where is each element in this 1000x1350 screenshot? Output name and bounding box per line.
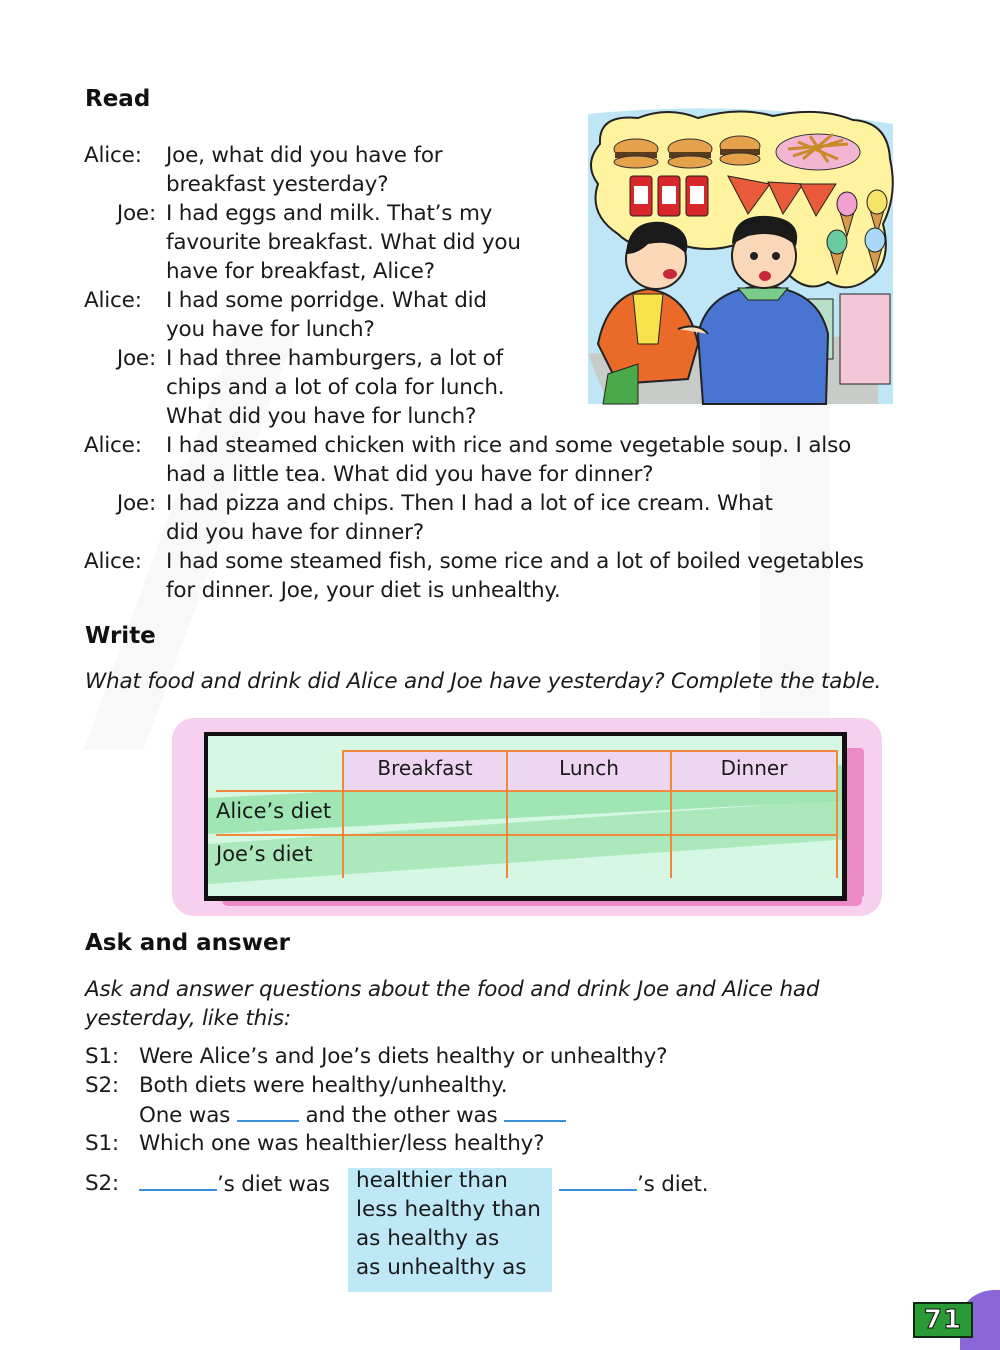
cell-alice-breakfast[interactable] xyxy=(344,792,506,834)
s1-question: Which one was healthier/less healthy? xyxy=(139,1131,545,1156)
diet-table xyxy=(172,718,882,918)
speech-line: I had eggs and milk. That’s my xyxy=(166,201,493,226)
speech-line: had a little tea. What did you have for dinner? xyxy=(166,462,654,487)
row-header-alice: Alice’s diet xyxy=(216,799,332,823)
shop-window xyxy=(840,294,890,384)
table-board xyxy=(204,732,847,901)
hamburger-icon xyxy=(668,139,712,168)
hamburger-icon xyxy=(720,136,760,165)
s2-sentence-end xyxy=(559,1169,708,1199)
speech-line: I had some steamed fish, some rice and a lot of boiled vegetables xyxy=(166,549,864,574)
illustration-svg xyxy=(578,104,898,439)
speech-line: I had steamed chicken with rice and some vegetable soup. I also xyxy=(166,433,852,458)
speech-line: favourite breakfast. What did you xyxy=(166,230,521,255)
speaker-label: Joe: xyxy=(116,491,156,516)
grid-line xyxy=(342,750,838,752)
speaker-label: Alice: xyxy=(84,549,142,574)
cola-can-icon xyxy=(658,176,680,216)
s1-label: S1: xyxy=(85,1044,119,1069)
s1-question: Were Alice’s and Joe’s diets healthy or unhealthy? xyxy=(139,1044,668,1069)
blank-line[interactable] xyxy=(504,1100,566,1122)
chips-plate-icon xyxy=(776,134,860,170)
s2-label: S2: xyxy=(85,1171,119,1196)
speech-line: I had three hamburgers, a lot of xyxy=(166,346,503,371)
hamburger-icon xyxy=(614,139,658,168)
ask-instruction-line: yesterday, like this: xyxy=(85,1006,291,1031)
choice-option: healthier than xyxy=(356,1168,508,1193)
speech-line: you have for lunch? xyxy=(166,317,375,342)
write-heading: Write xyxy=(85,623,156,649)
choice-option: as unhealthy as xyxy=(356,1255,527,1280)
column-header-lunch: Lunch xyxy=(559,756,619,780)
comparison-choices xyxy=(348,1168,552,1292)
dialogue-turn xyxy=(84,431,904,489)
s2-text: and the other was xyxy=(305,1103,498,1128)
grid-line xyxy=(836,750,838,878)
s2-sentence-start xyxy=(139,1169,330,1199)
food-illustration xyxy=(578,104,898,439)
speaker-label: Alice: xyxy=(84,433,142,458)
cell-alice-dinner[interactable] xyxy=(672,792,836,834)
speech-line: What did you have for lunch? xyxy=(166,404,477,429)
cell-joe-lunch[interactable] xyxy=(508,836,670,878)
column-header-dinner: Dinner xyxy=(720,756,788,780)
column-header-breakfast: Breakfast xyxy=(377,756,473,780)
blank-line[interactable] xyxy=(559,1169,637,1191)
speaker-label: Joe: xyxy=(116,201,156,226)
choice-option: less healthy than xyxy=(356,1197,541,1222)
cola-can-icon xyxy=(630,176,652,216)
speech-line: I had some porridge. What did xyxy=(166,288,487,313)
cell-joe-dinner[interactable] xyxy=(672,836,836,878)
speaker-label: Joe: xyxy=(116,346,156,371)
speech-line: for dinner. Joe, your diet is unhealthy. xyxy=(166,578,561,603)
read-heading: Read xyxy=(85,86,151,112)
speech-line: have for breakfast, Alice? xyxy=(166,259,435,284)
speech-line: breakfast yesterday? xyxy=(166,172,389,197)
page-number: 71 xyxy=(913,1302,973,1338)
speech-line: did you have for dinner? xyxy=(166,520,424,545)
choice-option: as healthy as xyxy=(356,1226,500,1251)
speaker-label: Alice: xyxy=(84,288,142,313)
speech-line: chips and a lot of cola for lunch. xyxy=(166,375,505,400)
cell-joe-breakfast[interactable] xyxy=(344,836,506,878)
s2-answer-cont xyxy=(139,1100,566,1130)
s2-label: S2: xyxy=(85,1073,119,1098)
cell-alice-lunch[interactable] xyxy=(508,792,670,834)
s2-text: One was xyxy=(139,1103,231,1128)
dialogue-turn xyxy=(84,489,904,547)
s1-label: S1: xyxy=(85,1131,119,1156)
row-header-joe: Joe’s diet xyxy=(216,842,313,866)
ask-heading: Ask and answer xyxy=(85,930,290,956)
ask-instruction-line: Ask and answer questions about the food and drink Joe and Alice had xyxy=(85,977,820,1002)
s2-answer: Both diets were healthy/unhealthy. xyxy=(139,1073,508,1098)
s2-text: ’s diet was xyxy=(217,1172,330,1197)
write-instruction: What food and drink did Alice and Joe have yesterday? Complete the table. xyxy=(85,669,882,694)
blank-line[interactable] xyxy=(237,1100,299,1122)
speech-line: I had pizza and chips. Then I had a lot of ice cream. What xyxy=(166,491,773,516)
speaker-label: Alice: xyxy=(84,143,142,168)
cola-can-icon xyxy=(686,176,708,216)
s2-text: ’s diet. xyxy=(637,1172,709,1197)
blank-line[interactable] xyxy=(139,1169,217,1191)
dialogue-turn xyxy=(84,547,904,605)
speech-line: Joe, what did you have for xyxy=(166,143,443,168)
